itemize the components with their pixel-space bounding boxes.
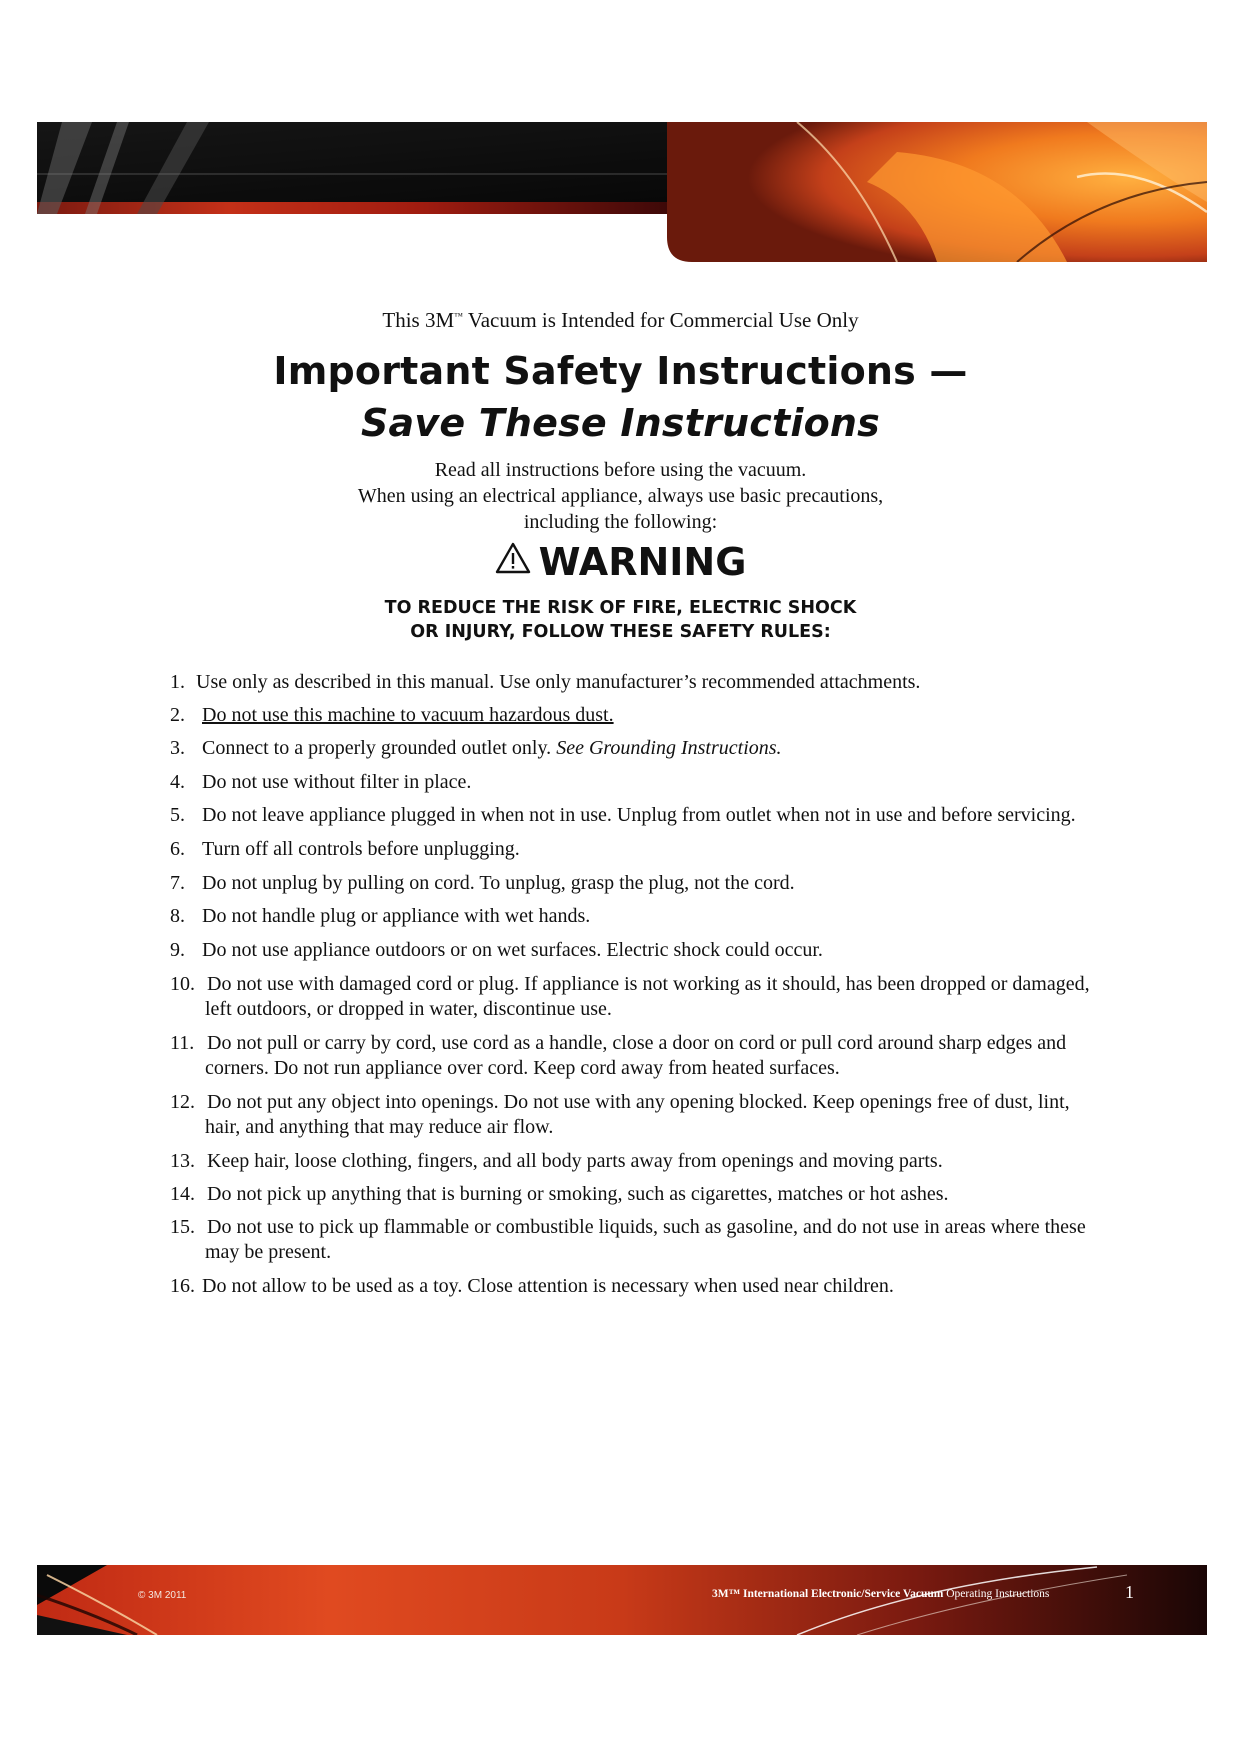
warning-label: WARNING bbox=[538, 540, 747, 584]
warning-triangle-icon bbox=[495, 539, 531, 583]
grounding-reference: See Grounding Instructions. bbox=[556, 737, 782, 759]
rule-number: 14. bbox=[170, 1183, 195, 1205]
warning-sub-line-2: OR INJURY, FOLLOW THESE SAFETY RULES: bbox=[410, 622, 831, 642]
rule-text-continued: hair, and anything that may reduce air flow. bbox=[205, 1116, 554, 1138]
rule-number: 13. bbox=[170, 1150, 195, 1172]
rule-text: Do not use to pick up flammable or combustible liquids, such as gasoline, and do not use in areas where these bbox=[207, 1216, 1086, 1238]
rule-text: Do not pick up anything that is burning or smoking, such as cigarettes, matches or hot ashes. bbox=[207, 1183, 949, 1205]
rule-number: 3. bbox=[170, 737, 185, 759]
rule-number: 4. bbox=[170, 771, 185, 793]
intro-line-3: including the following: bbox=[523, 511, 718, 533]
rule-text: Do not use this machine to vacuum hazardous dust. bbox=[202, 704, 614, 726]
rule-text: Do not leave appliance plugged in when not in use. Unplug from outlet when not in use and before servicing. bbox=[202, 804, 1076, 826]
intro-line-1: Read all instructions before using the vacuum. bbox=[434, 459, 807, 481]
intended-use-prefix: This 3M bbox=[382, 308, 455, 332]
title-line-2: Save These Instructions bbox=[360, 401, 880, 445]
rule-number: 11. bbox=[170, 1032, 195, 1054]
footer-document-title bbox=[712, 1588, 1049, 1600]
header-banner bbox=[37, 122, 1207, 262]
rule-number: 1. bbox=[170, 671, 185, 693]
intended-use-suffix: Vacuum is Intended for Commercial Use Only bbox=[462, 308, 859, 332]
intro-line-2: When using an electrical appliance, always use basic precautions, bbox=[357, 485, 884, 507]
rule-number: 12. bbox=[170, 1091, 195, 1113]
rule-text-continued: corners. Do not run appliance over cord. Keep cord away from heated surfaces. bbox=[205, 1057, 840, 1079]
warning-subheading bbox=[0, 596, 1241, 644]
rule-text: Keep hair, loose clothing, fingers, and all body parts away from openings and moving parts. bbox=[207, 1150, 943, 1172]
warning-heading bbox=[0, 540, 1241, 587]
rule-text: Do not unplug by pulling on cord. To unplug, grasp the plug, not the cord. bbox=[202, 872, 795, 894]
page-title bbox=[0, 345, 1241, 449]
rule-number: 8. bbox=[170, 905, 185, 927]
warning-sub-line-1: TO REDUCE THE RISK OF FIRE, ELECTRIC SHOCK bbox=[384, 598, 857, 618]
rule-number: 6. bbox=[170, 838, 185, 860]
footer-title-rest: Operating Instructions bbox=[943, 1588, 1050, 1600]
rule-text: Turn off all controls before unplugging. bbox=[202, 838, 520, 860]
rule-text-continued: left outdoors, or dropped in water, discontinue use. bbox=[205, 998, 612, 1020]
rule-text: Do not pull or carry by cord, use cord as a handle, close a door on cord or pull cord around sharp edges and bbox=[207, 1032, 1067, 1054]
rule-number: 2. bbox=[170, 704, 185, 726]
rule-text bbox=[202, 736, 1145, 761]
title-line-1: Important Safety Instructions — bbox=[273, 349, 968, 393]
rule-number: 9. bbox=[170, 939, 185, 961]
trademark-symbol: ™ bbox=[454, 311, 463, 321]
rule-number: 5. bbox=[170, 804, 185, 826]
footer-banner bbox=[37, 1565, 1207, 1635]
rule-text: Use only as described in this manual. Use only manufacturer’s recommended attachments. bbox=[196, 671, 921, 693]
rule-number: 10. bbox=[170, 973, 195, 995]
intended-use-notice bbox=[0, 308, 1241, 333]
rule-text: Do not use without filter in place. bbox=[202, 771, 472, 793]
rule-text: Do not use appliance outdoors or on wet surfaces. Electric shock could occur. bbox=[202, 939, 823, 961]
intro-text bbox=[0, 457, 1241, 535]
footer-title-bold: 3M™ International Electronic/Service Vacuum bbox=[712, 1588, 944, 1600]
rule-text: Do not use with damaged cord or plug. If appliance is not working as it should, has been dropped or damaged, bbox=[207, 973, 1090, 995]
rule-text: Do not allow to be used as a toy. Close attention is necessary when used near children. bbox=[202, 1275, 894, 1297]
page-number: 1 bbox=[1125, 1582, 1134, 1602]
rule-text-main: Connect to a properly grounded outlet only. bbox=[202, 737, 557, 759]
rule-text: Do not handle plug or appliance with wet hands. bbox=[202, 905, 591, 927]
rule-text: Do not put any object into openings. Do not use with any opening blocked. Keep openings free of dust, lint, bbox=[207, 1091, 1070, 1113]
rule-number: 7. bbox=[170, 872, 185, 894]
rule-text-continued: may be present. bbox=[205, 1241, 332, 1263]
rule-number: 16. bbox=[170, 1275, 195, 1297]
rule-number: 15. bbox=[170, 1216, 195, 1238]
copyright-notice: © 3M 2011 bbox=[138, 1590, 187, 1601]
